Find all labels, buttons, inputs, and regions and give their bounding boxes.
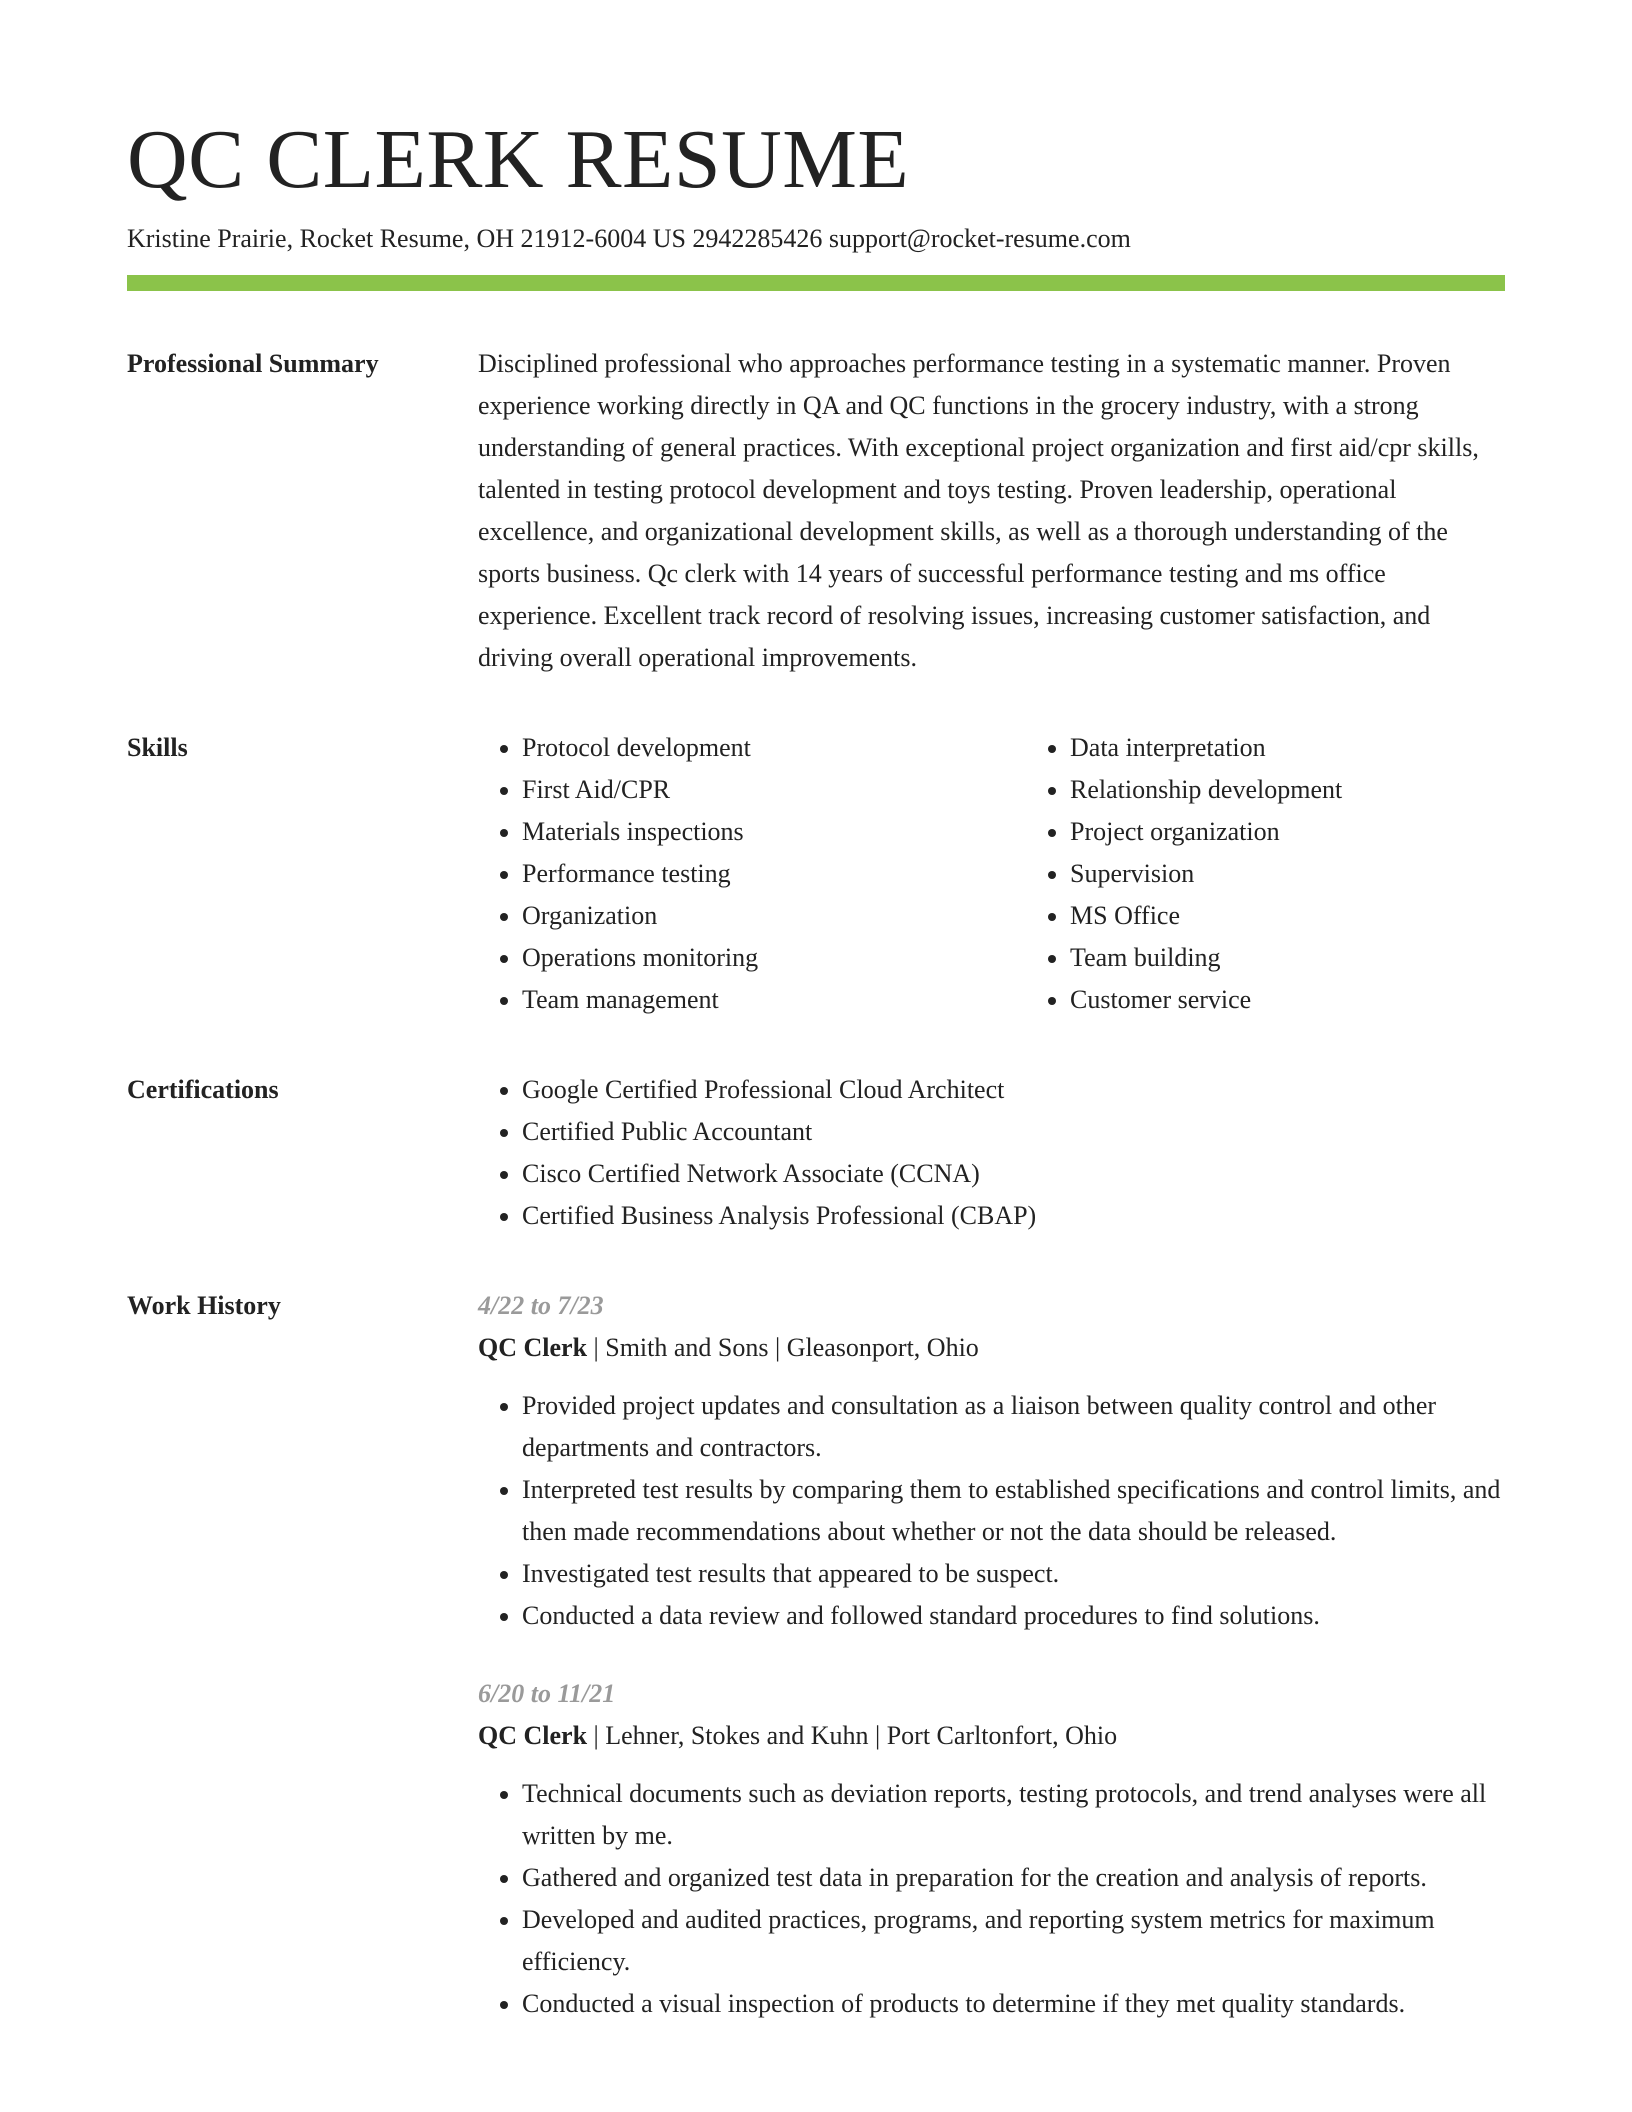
job-bullets (478, 1773, 1505, 2025)
skills-heading: Skills (127, 732, 188, 762)
job-header (478, 1327, 1505, 1369)
certifications-section (127, 1069, 1505, 1237)
accent-divider (127, 275, 1505, 291)
skill-item: • Team building (1070, 937, 1505, 979)
job-entry (478, 1673, 1505, 2025)
summary-body (478, 343, 1505, 679)
skills-body (478, 727, 1505, 1021)
certification-item: • Google Certified Professional Cloud Architect (522, 1069, 1505, 1111)
skill-item: • Performance testing (522, 853, 1026, 895)
job-bullet: • Technical documents such as deviation reports, testing protocols, and trend analyses were all written by me. (522, 1773, 1505, 1857)
job-bullet: • Provided project updates and consultation as a liaison between quality control and other departments and contractors. (522, 1385, 1505, 1469)
work-history-body (478, 1285, 1505, 2025)
contact-info: Kristine Prairie, Rocket Resume, OH 21912-6004 US 2942285426 support@rocket-resume.com (127, 224, 1131, 254)
job-dates: 4/22 to 7/23 (478, 1290, 604, 1320)
certification-item: • Certified Public Accountant (522, 1111, 1505, 1153)
job-bullet: • Conducted a visual inspection of products to determine if they met quality standards. (522, 1983, 1505, 2025)
skill-item: • Supervision (1070, 853, 1505, 895)
skill-item: • Data interpretation (1070, 727, 1505, 769)
summary-text: Disciplined professional who approaches performance testing in a systematic manner. Proven experience working directly in QA and QC functions in the grocery industry, with a strong understanding of general practices. With exceptional project organization and first aid/cpr skills, talented in testing protocol development and toys testing. Proven leadership, operational excellence, and organizational development skills, as well as a thorough understanding of the sports business. Qc clerk with 14 years of successful performance testing and ms office experience. Excellent track record of resolving issues, increasing customer satisfaction, and driving overall operational improvements. (478, 348, 1479, 672)
work-history-section (127, 1285, 1505, 2025)
skill-item: • Materials inspections (522, 811, 1026, 853)
job-entry (478, 1285, 1505, 1637)
summary-heading: Professional Summary (127, 348, 379, 378)
job-title: QC Clerk (478, 1720, 588, 1750)
job-bullet: • Interpreted test results by comparing them to established specifications and control limits, and then made recommendations about whether or not the data should be released. (522, 1469, 1505, 1553)
job-header (478, 1715, 1505, 1757)
job-bullets (478, 1385, 1505, 1637)
skill-item: • Project organization (1070, 811, 1505, 853)
job-bullet: • Investigated test results that appeared to be suspect. (522, 1553, 1505, 1595)
skill-item: • Operations monitoring (522, 937, 1026, 979)
skill-item: • Organization (522, 895, 1026, 937)
skill-item: • First Aid/CPR (522, 769, 1026, 811)
job-details: | Lehner, Stokes and Kuhn | Port Carltonfort, Ohio (587, 1720, 1118, 1750)
skills-section (127, 727, 1505, 1021)
skill-item: • Team management (522, 979, 1026, 1021)
certification-item: • Cisco Certified Network Associate (CCNA) (522, 1153, 1505, 1195)
skill-item: • MS Office (1070, 895, 1505, 937)
skills-list-right (1026, 727, 1505, 1021)
certifications-list (478, 1069, 1505, 1237)
job-bullet: • Gathered and organized test data in preparation for the creation and analysis of reports. (522, 1857, 1505, 1899)
work-history-heading: Work History (127, 1290, 281, 1320)
job-dates: 6/20 to 11/21 (478, 1678, 616, 1708)
job-details: | Smith and Sons | Gleasonport, Ohio (587, 1332, 979, 1362)
certifications-body (478, 1069, 1505, 1237)
job-bullet: • Conducted a data review and followed standard procedures to find solutions. (522, 1595, 1505, 1637)
certifications-heading: Certifications (127, 1074, 279, 1104)
skill-item: • Relationship development (1070, 769, 1505, 811)
skill-item: • Customer service (1070, 979, 1505, 1021)
job-bullet: • Developed and audited practices, programs, and reporting system metrics for maximum efficiency. (522, 1899, 1505, 1983)
certification-item: • Certified Business Analysis Professional (CBAP) (522, 1195, 1505, 1237)
skill-item: • Protocol development (522, 727, 1026, 769)
summary-section (127, 343, 1505, 679)
skills-list-left (478, 727, 1026, 1021)
job-title: QC Clerk (478, 1332, 588, 1362)
resume-title: QC CLERK RESUME (127, 113, 910, 206)
